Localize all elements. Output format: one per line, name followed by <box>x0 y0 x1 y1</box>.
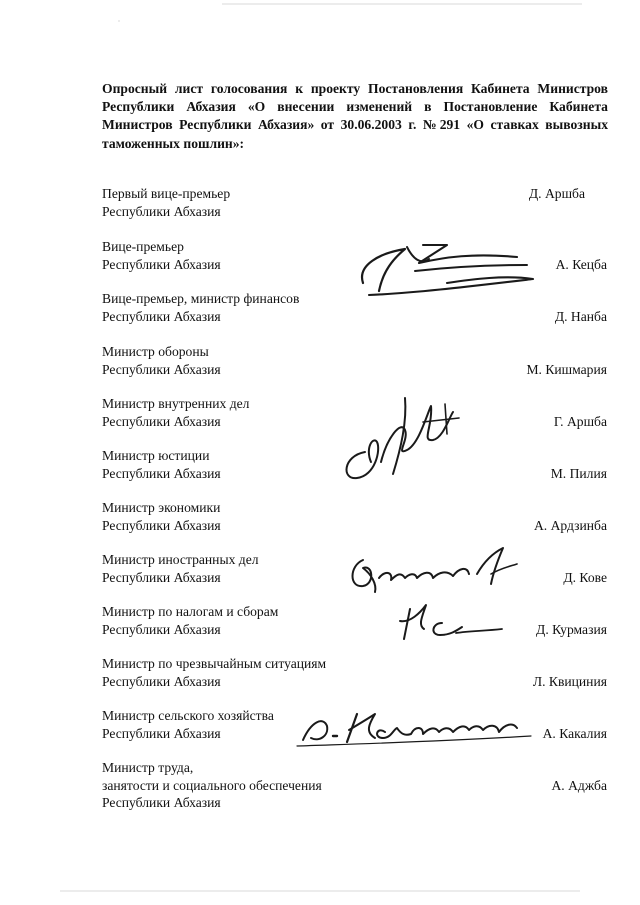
official-row <box>102 655 607 690</box>
signature-kove <box>345 544 520 596</box>
official-name: Г. Аршба <box>553 413 607 429</box>
official-position-line: Республики Абхазия <box>102 465 221 481</box>
title-line: г. №291 «О ставках вывозных таможенных пошлин»: <box>102 117 608 151</box>
official-name: Д. Курмазия <box>536 621 607 637</box>
official-position-line: Вице-премьер <box>102 239 184 254</box>
official-position-line: Республики Абхазия <box>102 413 221 429</box>
official-position-line: Министр иностранных дел <box>102 552 259 567</box>
scan-artifact <box>60 890 580 892</box>
signature-ketsba <box>355 235 545 307</box>
signature-arshba <box>335 392 465 490</box>
official-row <box>102 603 607 638</box>
official-name: А. Кецба <box>555 256 607 272</box>
official-row <box>102 343 607 378</box>
official-name: Д. Кове <box>563 569 607 585</box>
official-name: Д. Аршба <box>528 186 585 201</box>
official-position-line: Министр труда, <box>102 760 194 775</box>
official-name: А. Аджба <box>551 777 607 793</box>
official-position-line: Республики Абхазия <box>102 517 221 533</box>
official-name: А. Какалия <box>542 725 607 741</box>
scan-artifact <box>118 20 120 22</box>
official-position-line: Республики Абхазия <box>102 203 221 219</box>
official-name: М. Кишмария <box>526 361 607 377</box>
signature-kakaliya <box>293 706 533 748</box>
official-position-line: Вице-премьер, министр финансов <box>102 291 300 306</box>
title-line: Опросный лист голосования к проекту Постановления Кабинета <box>102 81 530 96</box>
scan-artifact <box>222 3 582 5</box>
official-row <box>102 759 607 812</box>
official-position-line: Министр экономики <box>102 500 221 515</box>
document-title <box>102 80 608 153</box>
official-row <box>102 185 607 220</box>
official-position-line: Министр по налогам и сборам <box>102 604 279 619</box>
official-position-line: Республики Абхазия <box>102 673 221 689</box>
official-name: М. Пилия <box>550 465 607 481</box>
official-position-line: Республики Абхазия <box>102 725 221 741</box>
official-position-line: Министр сельского хозяйства <box>102 708 274 723</box>
official-position-line: Республики Абхазия <box>102 795 221 810</box>
official-name: Л. Квициния <box>532 673 607 689</box>
title-line: Постановление Кабинета Министров Республики Абхазия» от 30.06.2003 <box>102 99 608 133</box>
official-position-line: Республики Абхазия <box>102 569 221 585</box>
official-position-line: Республики Абхазия <box>102 256 221 272</box>
official-position-line: Республики Абхазия <box>102 621 221 637</box>
official-position-line: Министр внутренних дел <box>102 396 250 411</box>
official-position-line: Министр по чрезвычайным ситуациям <box>102 656 327 671</box>
official-row <box>102 499 607 534</box>
official-position-line: Республики Абхазия <box>102 308 221 324</box>
official-position-line: занятости и социального обеспечения <box>102 777 322 793</box>
title-line: Министров Республики Абхазия «О внесении изменений в <box>102 81 608 115</box>
signature-kurmaziya <box>398 601 508 643</box>
official-position-line: Министр юстиции <box>102 448 210 463</box>
official-position-line: Первый вице-премьер <box>102 186 231 201</box>
official-name: А. Ардзинба <box>533 517 607 533</box>
official-position-line: Министр обороны <box>102 344 209 359</box>
official-name: Д. Нанба <box>554 308 607 324</box>
official-position-line: Республики Абхазия <box>102 361 221 377</box>
